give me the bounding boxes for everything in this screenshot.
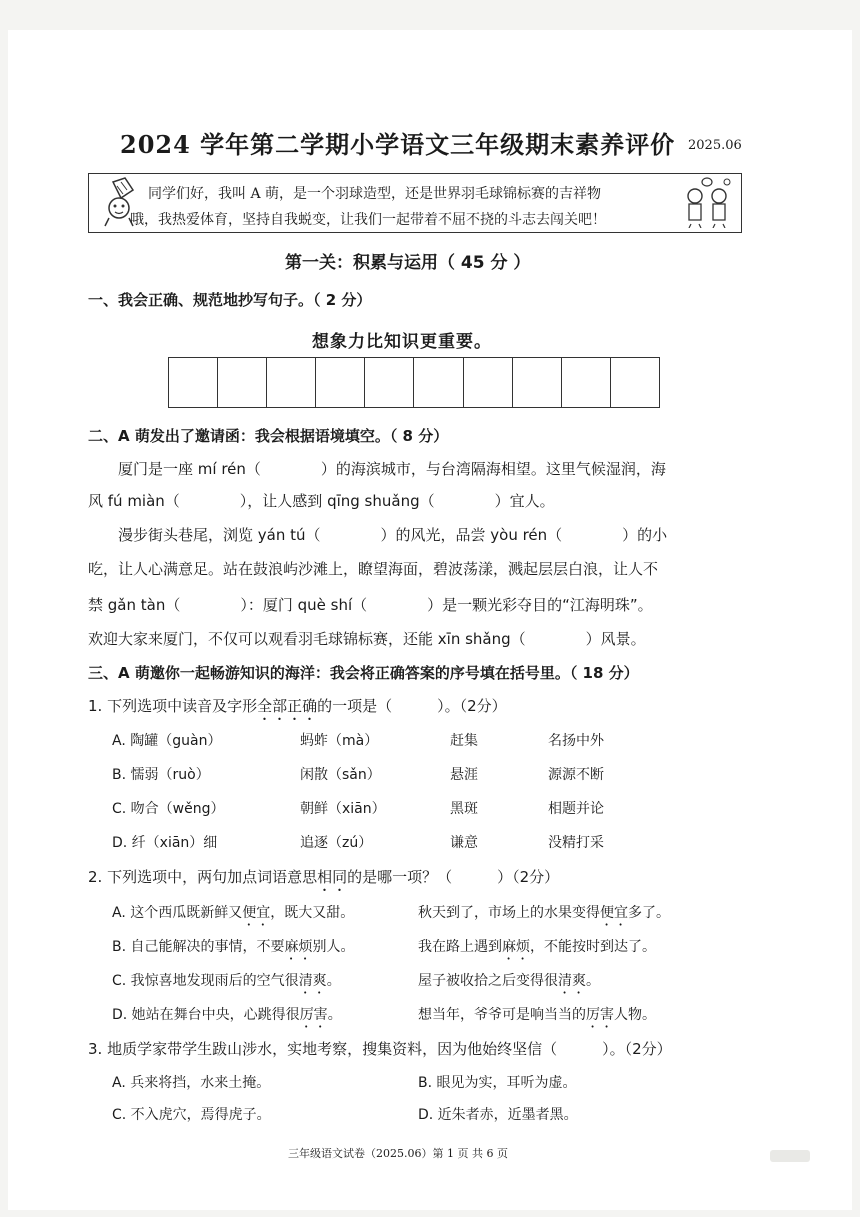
scan-smudge [770, 1150, 810, 1162]
q3-item3-stem: 3. 地质学家带学生跋山涉水，实地考察，搜集资料，因为他始终坚信（ ）。（2分） [88, 1040, 672, 1058]
q3-item1-option-a: 赶集 [450, 733, 478, 749]
grid-cell[interactable] [611, 358, 659, 407]
q3-item3-option-c: C. 不入虎穴，焉得虎子。 [112, 1107, 271, 1123]
grid-cell[interactable] [316, 358, 365, 407]
grid-cell[interactable] [464, 358, 513, 407]
q2-text-line: 漫步街头巷尾，浏览 yán tú（ ）的风光，品尝 yòu rén（ ）的小 [118, 526, 668, 544]
q3-item1-option-c: 相题并论 [548, 801, 604, 817]
q3-item2-option-b: B. 自己能解决的事情，不要麻烦别人。 [112, 939, 355, 955]
q3-item2-option-a: A. 这个西瓜既新鲜又便宜，既大又甜。 [112, 905, 355, 921]
intro-line-2: 哦，我热爱体育，坚持自我蜕变，让我们一起带着不屈不挠的斗志去闯关吧！ [130, 212, 606, 228]
q3-item1-option-a: 名扬中外 [548, 733, 604, 749]
q3-item2-option-a-pair: 秋天到了，市场上的水果变得便宜多了。 [418, 905, 670, 921]
q3-item1-option-c: 黑斑 [450, 801, 478, 817]
q3-item1-stem [88, 695, 507, 724]
q3-item1-option-b: 闲散（sǎn） [300, 767, 381, 783]
model-sentence: 想象力比知识更重要。 [312, 332, 492, 352]
stem-text: 的是哪一项？（ ）（2分） [347, 868, 560, 886]
q2-text-line: 禁 gǎn tàn（ ）：厦门 què shí（ ）是一颗光彩夺目的“江海明珠”。 [88, 596, 653, 614]
q2-text-line: 厦门是一座 mí rén（ ）的海滨城市，与台湾隔海相望。这里气候湿润，海 [118, 460, 666, 478]
q3-item3-option-d: D. 近朱者赤，近墨者黑。 [418, 1107, 578, 1123]
q3-item2-stem [88, 866, 559, 895]
q3-item2-option-d-pair: 想当年，爷爷可是响当当的厉害人物。 [418, 1007, 656, 1023]
q3-item1-option-a: 蚂蚱（mà） [300, 733, 379, 749]
q3-item3-option-a: A. 兵来将挡，水来土掩。 [112, 1075, 271, 1091]
stem-text: 1. 下列选项中读音及字形 [88, 697, 258, 715]
q3-item2-option-d: D. 她站在舞台中央，心跳得很厉害。 [112, 1007, 342, 1023]
page-footer: 三年级语文试卷（2025.06）第 1 页 共 6 页 [288, 1147, 508, 1160]
q3-item1-option-d: 追逐（zú） [300, 835, 373, 851]
exam-title: 2024 学年第二学期小学语文三年级期末素养评价 [120, 130, 676, 159]
q3-item1-option-b: 悬涯 [450, 767, 478, 783]
part1-title: 第一关：积累与运用（ 45 分 ） [285, 253, 531, 273]
q3-item2-option-b-pair: 我在路上遇到麻烦，不能按时到达了。 [418, 939, 656, 955]
q3-item1-option-c: 朝鲜（xiān） [300, 801, 386, 817]
q3-item1-option-b: B. 懦弱（ruò） [112, 767, 210, 783]
q3-item1-option-d: D. 纤（xiān）细 [112, 835, 218, 851]
exam-date: 2025.06 [688, 138, 742, 153]
q2-title: 二、A 萌发出了邀请函：我会根据语境填空。（ 8 分） [88, 427, 449, 445]
q3-item1-option-c: C. 吻合（wěng） [112, 801, 225, 817]
q2-text-line: 风 fú miàn（ ），让人感到 qīng shuǎng（ ）宜人。 [88, 492, 555, 510]
q3-item2-option-c-pair: 屋子被收拾之后变得很清爽。 [418, 973, 600, 989]
grid-cell[interactable] [218, 358, 267, 407]
q3-item1-option-b: 源源不断 [548, 767, 604, 783]
grid-cell[interactable] [169, 358, 218, 407]
stem-text: 的一项是（ ）。（2分） [317, 697, 507, 715]
grid-cell[interactable] [414, 358, 463, 407]
grid-cell[interactable] [267, 358, 316, 407]
grid-cell[interactable] [562, 358, 611, 407]
grid-cell[interactable] [365, 358, 414, 407]
copy-writing-grid[interactable] [168, 357, 660, 408]
stem-dotted: 全部正确 [257, 697, 318, 715]
intro-line-1: 同学们好，我叫 A 萌，是一个羽球造型，还是世界羽毛球锦标赛的吉祥物 [148, 186, 602, 202]
q3-item1-option-d: 谦意 [450, 835, 478, 851]
grid-cell[interactable] [513, 358, 562, 407]
q2-text-line: 吃，让人心满意足。站在鼓浪屿沙滩上，瞭望海面，碧波荡漾，溅起层层白浪，让人不 [88, 560, 659, 578]
q3-title: 三、A 萌邀你一起畅游知识的海洋：我会将正确答案的序号填在括号里。（ 18 分） [88, 664, 639, 682]
q2-text-line: 欢迎大家来厦门，不仅可以观看羽毛球锦标赛，还能 xīn shǎng（ ）风景。 [88, 630, 646, 648]
q3-item2-option-c: C. 我惊喜地发现雨后的空气很清爽。 [112, 973, 341, 989]
kids-badminton-icon [679, 176, 737, 228]
q3-item3-option-b: B. 眼见为实，耳听为虚。 [418, 1075, 577, 1091]
q1-title: 一、我会正确、规范地抄写句子。（ 2 分） [88, 291, 372, 309]
stem-dotted: 相同 [317, 868, 348, 886]
q3-item1-option-d: 没精打采 [548, 835, 604, 851]
stem-text: 2. 下列选项中，两句加点词语意思 [88, 868, 318, 886]
q3-item1-option-a: A. 陶罐（guàn） [112, 733, 222, 749]
